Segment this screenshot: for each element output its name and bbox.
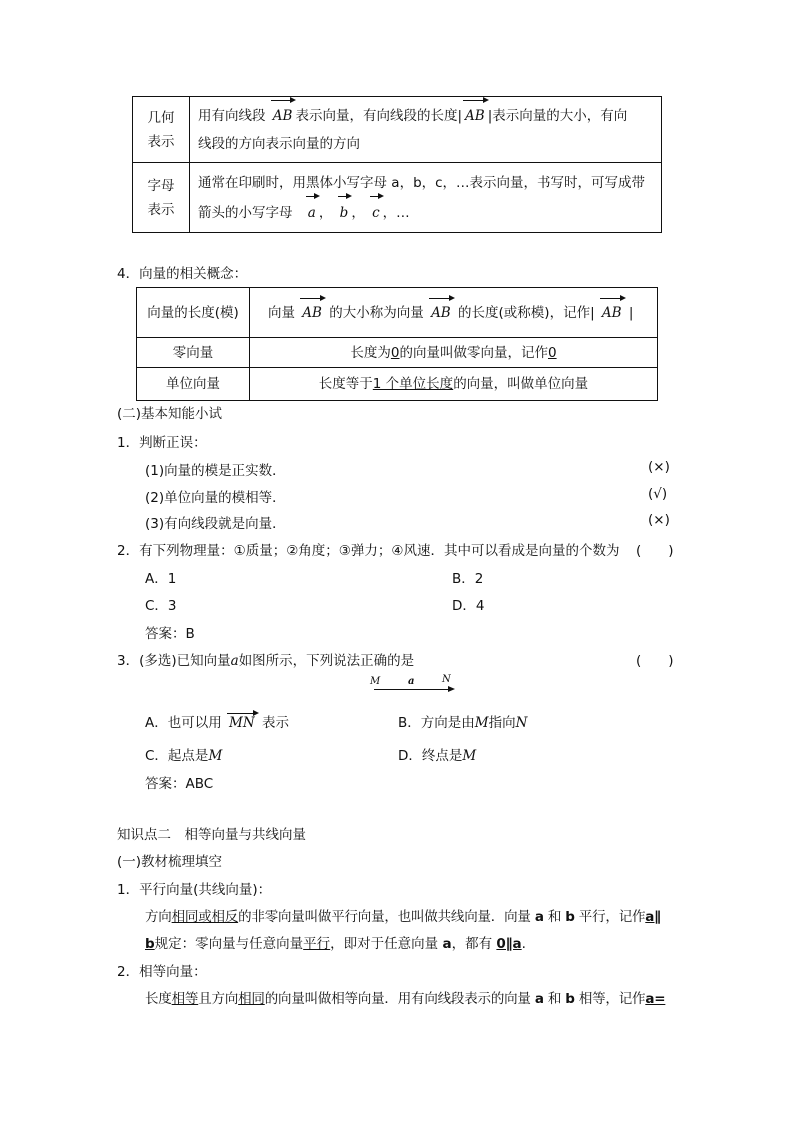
q2-paren: ( ) — [636, 543, 674, 559]
bold-vector-b: b — [565, 909, 575, 925]
zero-vector-desc-cell — [250, 338, 658, 368]
vector-arrow-line — [374, 689, 450, 690]
zero-vector-head: 零向量 — [172, 344, 214, 361]
text-segment: | — [628, 304, 634, 321]
q3-paren: ( ) — [636, 653, 674, 669]
q1-mark-3: (×) — [648, 512, 670, 528]
zero-vector-head-cell — [137, 338, 250, 368]
vector-ab: AB — [270, 102, 296, 130]
letter-desc-line1: 通常在印刷时，用黑体小写字母 a，b，c，…表示向量，书写时，可写成带 — [198, 174, 646, 191]
figure-label-n: N — [442, 674, 451, 685]
equal-vector-line1 — [145, 987, 665, 1007]
figure-label-a: a — [408, 676, 415, 687]
text-segment: 方向 — [145, 909, 172, 925]
ellipsis: … — [396, 204, 410, 221]
q2-option-a: A．1 — [145, 571, 177, 587]
parallel-vector-line1 — [145, 905, 661, 925]
text-segment: 的大小称为向量 — [329, 304, 424, 321]
vector-a: a — [305, 198, 319, 228]
geometric-desc-line2: 线段的方向表示向量的方向 — [198, 135, 360, 152]
bold-vector-a: a — [442, 936, 452, 952]
length-head-cell — [137, 288, 250, 338]
geometric-head-cell — [133, 97, 190, 163]
point-m: M — [208, 748, 223, 764]
text-segment: 相等，记作 — [578, 991, 646, 1007]
unit-vector-head-cell — [137, 368, 250, 401]
vector-ab: AB — [599, 300, 625, 326]
text-segment: D．终点是 — [398, 748, 463, 764]
parallel-vector-line2 — [145, 932, 526, 952]
underlined-answer: 平行 — [303, 936, 331, 952]
underlined-answer: 相同或相反 — [171, 909, 239, 925]
text-segment: ，即对于任意向量 — [330, 936, 439, 952]
text-segment: 表示 — [261, 715, 289, 731]
part2-heading: 知识点二 相等向量与共线向量 — [117, 827, 306, 843]
q2-option-d: D．4 — [452, 598, 485, 614]
text-segment: B．方向是由 — [398, 715, 475, 731]
letter-desc-line2: 箭头的小写字母 — [198, 204, 293, 221]
q2-option-c: C．3 — [145, 598, 177, 614]
separator: ， — [318, 204, 333, 221]
vector-representation-table — [132, 96, 662, 233]
text-segment: 规定：零向量与任意向量 — [154, 936, 304, 952]
text-segment: 的向量叫做相等向量．用有向线段表示的向量 — [264, 991, 531, 1007]
text-segment: 的向量，叫做单位向量 — [453, 376, 589, 392]
text-segment: 和 — [547, 991, 562, 1007]
text-segment: 平行，记作 — [578, 909, 646, 925]
q1-item-2: (2)单位向量的模相等． — [145, 490, 286, 506]
letter-desc-cell — [190, 163, 662, 233]
q3-option-b — [398, 711, 527, 731]
part2-subheading: (一)教材梳理填空 — [117, 854, 223, 870]
length-desc-cell — [250, 288, 658, 338]
underlined-answer: 1 个单位长度 — [372, 376, 454, 392]
q3-option-d — [398, 744, 476, 764]
text-segment: 长度等于 — [318, 376, 373, 392]
q2-answer: 答案：B — [145, 626, 195, 642]
text-segment: 表示向量，有向线段的长度| — [295, 107, 463, 124]
q1-mark-2: (√) — [648, 486, 668, 502]
vector-figure — [368, 676, 458, 694]
unit-vector-head: 单位向量 — [166, 376, 220, 392]
bold-vector-a: a — [534, 991, 544, 1007]
text-segment: 的长度(或称模)，记作| — [458, 304, 595, 321]
text-segment: 且方向 — [198, 991, 239, 1007]
underlined-answer: 相同 — [238, 991, 265, 1007]
figure-label-m: M — [370, 676, 381, 687]
q1-stem: 1．判断正误： — [117, 435, 207, 451]
text-segment: 的向量叫做零向量，记作 — [399, 344, 548, 361]
q2-option-b: B．2 — [452, 571, 484, 587]
q3-option-a — [145, 711, 289, 731]
text-segment: 向量 — [268, 304, 295, 321]
bold-vector-a: a — [534, 909, 544, 925]
separator: ， — [351, 204, 365, 221]
underlined-answer: 0 — [390, 344, 400, 361]
underlined-answer: 相等 — [171, 991, 199, 1007]
text-segment: A．也可以用 — [145, 715, 222, 731]
text-segment: 长度为 — [350, 344, 391, 361]
section4-title: 4．向量的相关概念： — [117, 266, 248, 282]
length-head: 向量的长度(模) — [147, 304, 239, 321]
text-segment: . — [521, 936, 526, 952]
q1-item-3: (3)有向线段就是向量． — [145, 516, 286, 532]
separator: ， — [382, 204, 397, 221]
underlined-answer: 0 — [548, 344, 557, 361]
vector-ab: AB — [428, 300, 454, 326]
bold-vector-b: b — [565, 991, 575, 1007]
geometric-desc-line1 — [198, 108, 627, 124]
text-segment: 指向 — [488, 715, 516, 731]
point-m: M — [462, 748, 477, 764]
text-segment: |表示向量的大小，有向 — [487, 107, 628, 124]
vector-b: b — [337, 198, 352, 228]
letter-head-cell — [133, 163, 190, 233]
parallel-vector-title: 1．平行向量(共线向量)： — [117, 882, 272, 898]
text-segment: 和 — [547, 909, 562, 925]
underlined-answer: 0∥a — [496, 936, 522, 952]
q3-option-c — [145, 744, 222, 764]
letter-head: 字母表示 — [147, 177, 175, 218]
underlined-answer: a= — [645, 991, 666, 1007]
geometric-head: 几何表示 — [147, 109, 175, 150]
vector-a-label: a — [230, 653, 239, 669]
q2-stem: 2．有下列物理量：①质量；②角度；③弹力；④风速．其中可以看成是向量的个数为 — [117, 543, 620, 559]
quiz-heading: (二)基本知能小试 — [117, 406, 223, 422]
q1-item-1: (1)向量的模是正实数． — [145, 463, 286, 479]
vector-c: c — [369, 198, 383, 228]
q1-mark-1: (×) — [648, 459, 670, 475]
vector-concepts-table — [136, 287, 658, 401]
vector-ab: AB — [299, 300, 325, 326]
text-segment: 的非零向量叫做平行向量，也叫做共线向量．向量 — [238, 909, 531, 925]
q3-stem — [117, 649, 414, 669]
point-n: N — [515, 715, 528, 731]
unit-vector-desc-cell — [250, 368, 658, 401]
vector-mn: MN — [226, 715, 258, 731]
underlined-answer: a∥ — [645, 909, 661, 925]
q3-answer: 答案：ABC — [145, 776, 214, 792]
text-segment: 如图所示，下列说法正确的是 — [238, 653, 415, 669]
vector-arrowhead-icon — [448, 686, 455, 692]
geometric-desc-cell — [190, 97, 662, 163]
equal-vector-title: 2．相等向量： — [117, 964, 207, 980]
text-segment: C．起点是 — [145, 748, 209, 764]
point-m: M — [474, 715, 489, 731]
underlined-answer: b — [145, 936, 155, 952]
text-segment: 3．(多选)已知向量 — [117, 653, 231, 669]
text-segment: 用有向线段 — [198, 107, 266, 124]
text-segment: ，都有 — [451, 936, 493, 952]
text-segment: 长度 — [145, 991, 172, 1007]
vector-ab: AB — [462, 102, 488, 130]
